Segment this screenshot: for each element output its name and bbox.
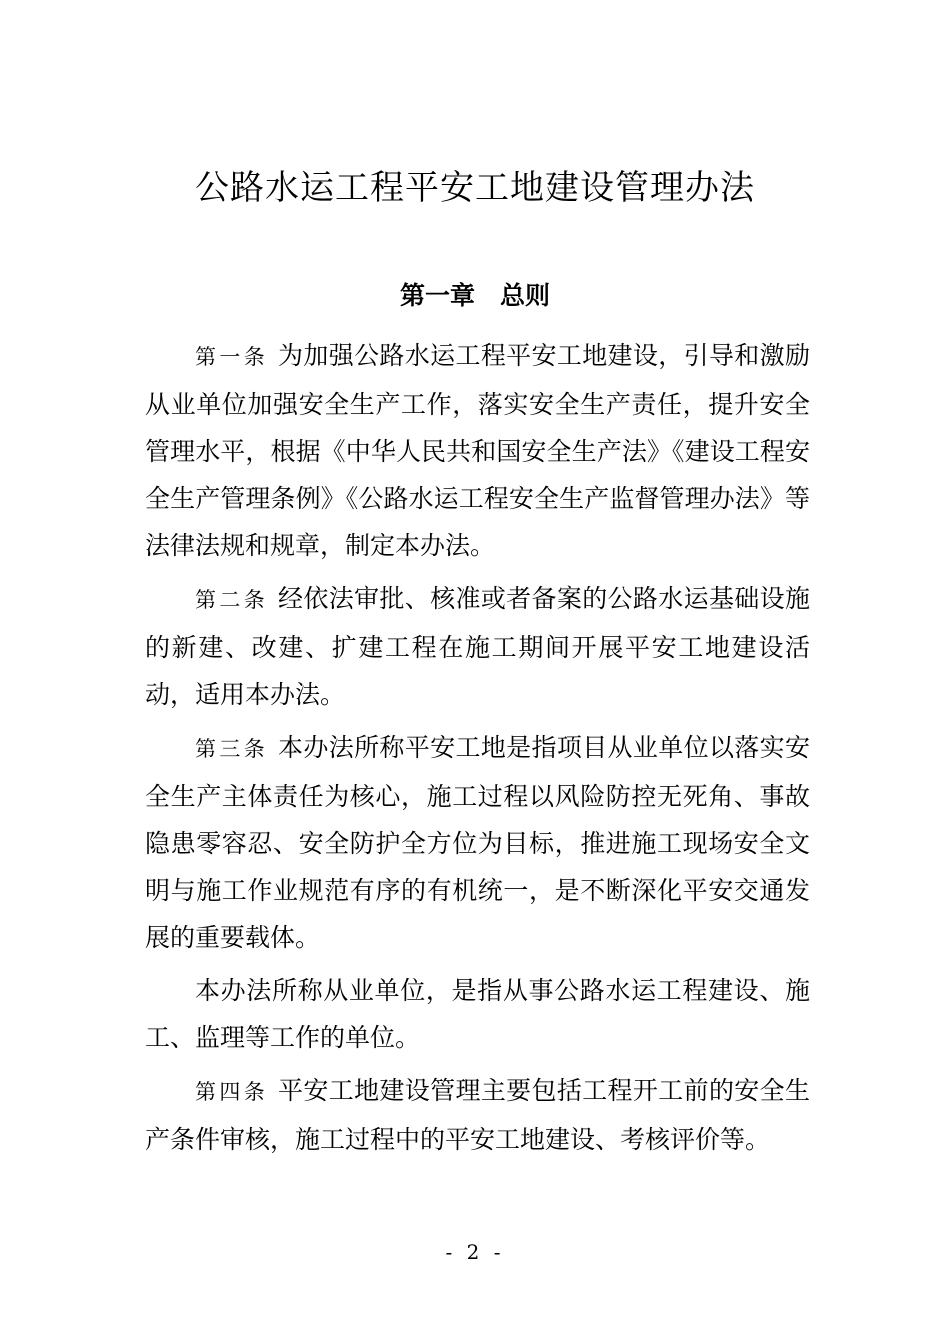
article-paragraph xyxy=(145,1067,810,1163)
article-number: 第二条 xyxy=(195,588,269,612)
article-paragraph xyxy=(145,724,810,961)
article-paragraph xyxy=(145,575,810,718)
article-number: 第三条 xyxy=(195,737,269,761)
continuation-paragraph xyxy=(145,967,810,1061)
article-number: 第四条 xyxy=(195,1080,269,1104)
article-text: 为加强公路水运工程平安工地建设，引导和激励从业单位加强安全生产工作，落实安全生产责任，提升安全管理水平，根据《中华人民共和国安全生产法》《建设工程安全生产管理条例》《公路水运工程安全生产监督管理办法》等法律法规和规章，制定本办法。 xyxy=(145,341,810,560)
article-text: 本办法所称平安工地是指项目从业单位以落实安全生产主体责任为核心，施工过程以风险防控无死角、事故隐患零容忍、安全防护全方位为目标，推进施工现场安全文明与施工作业规范有序的有机统一，是不断深化平安交通发展的重要载体。 xyxy=(145,733,810,952)
article-number: 第一条 xyxy=(195,345,269,369)
document-body xyxy=(145,332,810,1169)
article-text: 本办法所称从业单位，是指从事公路水运工程建设、施工、监理等工作的单位。 xyxy=(145,976,810,1052)
document-title: 公路水运工程平安工地建设管理办法 xyxy=(195,168,755,208)
chapter-heading: 第一章 总则 xyxy=(399,281,550,310)
article-text: 经依法审批、核准或者备案的公路水运基础设施的新建、改建、扩建工程在施工期间开展平安工地建设活动，适用本办法。 xyxy=(145,584,810,709)
page-number: - 2 - xyxy=(445,1240,505,1264)
article-paragraph xyxy=(145,332,810,569)
article-text: 平安工地建设管理主要包括工程开工前的安全生产条件审核，施工过程中的平安工地建设、考核评价等。 xyxy=(145,1076,810,1154)
